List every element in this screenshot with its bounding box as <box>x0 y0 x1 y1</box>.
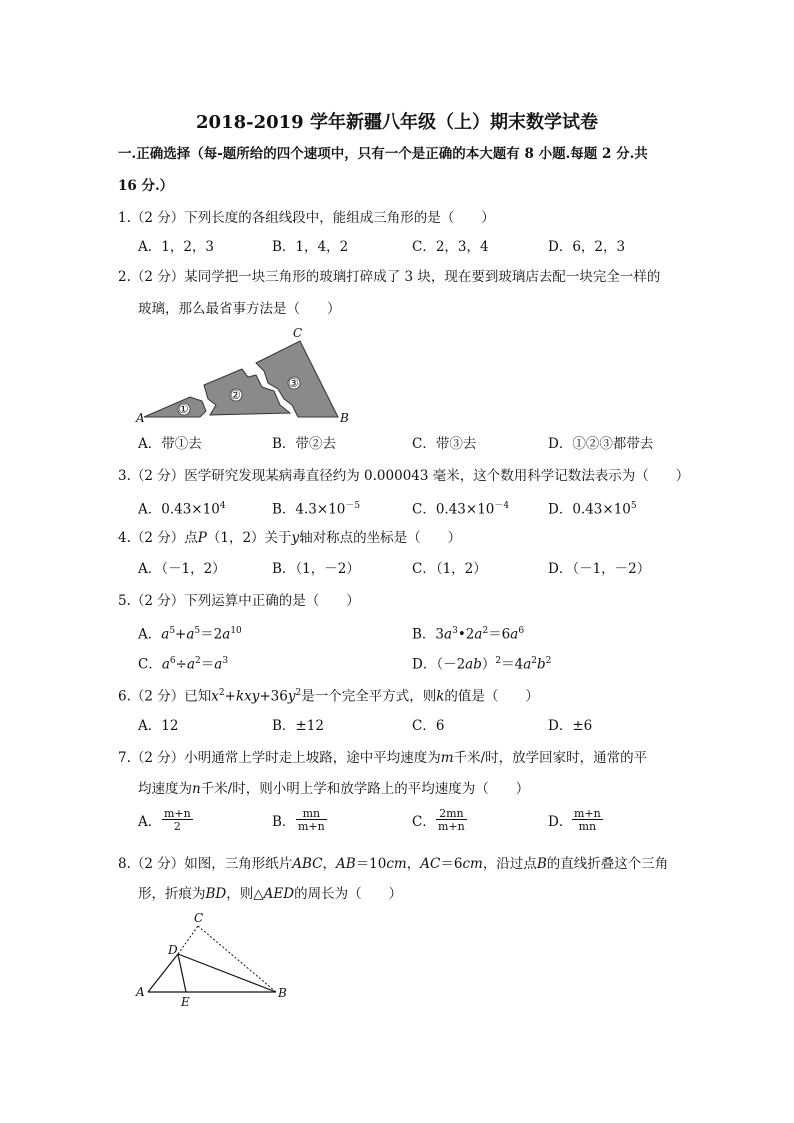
q7-option-d-fraction: $\frac{m+n}{mn}$ <box>574 807 601 833</box>
vertex-c-label: C <box>194 911 204 925</box>
q6-stem: 6.（2 分）已知$x^2+kxy+36y^2$是一个完全平方式，则k的值是（ ） <box>118 688 539 705</box>
q7-stem-line2: 均速度为n千米/时，则小明上学和放学路上的平均速度为（ ） <box>138 781 530 797</box>
vertex-b-label: B <box>278 986 287 1000</box>
q7-option-c-letter: C． <box>412 814 436 830</box>
vertex-a-label: A <box>136 411 145 425</box>
q2-option-d: D．①②③都带去 <box>548 436 654 452</box>
q7-option-a-fraction: $\frac{m+n}{2}$ <box>164 807 191 833</box>
section-heading-line1: 一.正确选择（每-题所给的四个速项中，只有一个是正确的本大题有 8 小题.每题 2 分.共 <box>118 146 648 162</box>
q4-option-d: D．（－1，－2） <box>548 561 651 577</box>
q6-option-b: B．±12 <box>272 718 324 734</box>
q7-option-b-letter: B． <box>272 814 296 830</box>
q1-option-b: B．1，4，2 <box>272 239 349 255</box>
q3-option-b: B．$4.3\times 10^{-5}$ <box>272 501 361 518</box>
q7-option-c-fraction: $\frac{2mn}{m+n}$ <box>438 807 465 833</box>
q1-stem: 1.（2 分）下列长度的各组线段中，能组成三角形的是（ ） <box>118 210 495 226</box>
q4-option-a: A．（－1，2） <box>138 561 226 577</box>
q5-option-d: D．$(-2ab)^2=4a^2b^2$ <box>412 656 552 673</box>
q6-option-d: D．±6 <box>548 718 593 734</box>
piece-2-label: ② <box>230 388 241 402</box>
q7-option-d-letter: D． <box>548 814 573 830</box>
q4-option-c: C．（1，2） <box>412 561 487 577</box>
piece-1-label: ① <box>178 402 189 416</box>
q2-stem-line1: 2.（2 分）某同学把一块三角形的玻璃打碎成了 3 块，现在要到玻璃店去配一块完全一样的 <box>118 269 661 285</box>
q7-option-a-letter: A． <box>138 814 162 830</box>
q3-option-d: D．$0.43\times 10^5$ <box>548 501 637 518</box>
q2-stem-line2: 玻璃，那么最省事方法是（ ） <box>138 301 341 317</box>
q3-option-a: A．$0.43\times 10^4$ <box>138 501 226 518</box>
q5-option-a: A．$a^5+a^5=2a^{10}$ <box>138 626 242 643</box>
q6-option-c: C．6 <box>412 718 445 734</box>
q1-option-c: C．2，3，4 <box>412 239 489 255</box>
q7-option-b-fraction: $\frac{mn}{m+n}$ <box>298 807 325 833</box>
q3-stem: 3.（2 分）医学研究发现某病毒直径约为 0.000043 毫米，这个数用科学记数法表示为（ ） <box>118 468 690 484</box>
q8-stem-line2: 形，折痕为BD，则△AED的周长为（ ） <box>138 886 403 902</box>
broken-glass-figure <box>130 325 360 430</box>
vertex-d-label: D <box>168 943 178 957</box>
q3-option-c: C．$0.43\times 10^{-4}$ <box>412 501 510 518</box>
q5-stem: 5.（2 分）下列运算中正确的是（ ） <box>118 593 360 609</box>
q5-option-b: B．$3a^3•2a^2=6a^6$ <box>412 626 525 643</box>
vertex-c-label: C <box>293 326 303 340</box>
q7-stem-line1: 7.（2 分）小明通常上学时走上坡路，途中平均速度为m千米/时，放学回家时，通常的平 <box>118 750 648 766</box>
q1-option-d: D．6，2，3 <box>548 239 626 255</box>
q4-stem: 4.（2 分）点P（1，2）关于y轴对称点的坐标是（ ） <box>118 530 462 546</box>
q2-option-a: A．带①去 <box>138 436 202 452</box>
q4-option-b: B．（1，－2） <box>272 561 360 577</box>
q1-option-a: A．1，2，3 <box>138 239 215 255</box>
piece-3-label: ③ <box>288 376 299 390</box>
vertex-e-label: E <box>181 995 190 1008</box>
page-title: 2018-2019 学年新疆八年级（上）期末数学试卷 <box>196 112 598 133</box>
q8-stem-line1: 8.（2 分）如图，三角形纸片ABC，AB＝10cm，AC＝6cm，沿过点B的直线折叠这个三角 <box>118 856 669 872</box>
q6-option-a: A．12 <box>138 718 179 734</box>
q2-option-c: C．带③去 <box>412 436 477 452</box>
vertex-a-label: A <box>136 985 145 999</box>
q2-option-b: B．带②去 <box>272 436 336 452</box>
section-heading-line2: 16 分.） <box>118 178 174 194</box>
folded-triangle-figure <box>130 908 300 1008</box>
vertex-b-label: B <box>340 411 349 425</box>
q5-option-c: C．$a^6\div a^2=a^3$ <box>138 656 229 673</box>
